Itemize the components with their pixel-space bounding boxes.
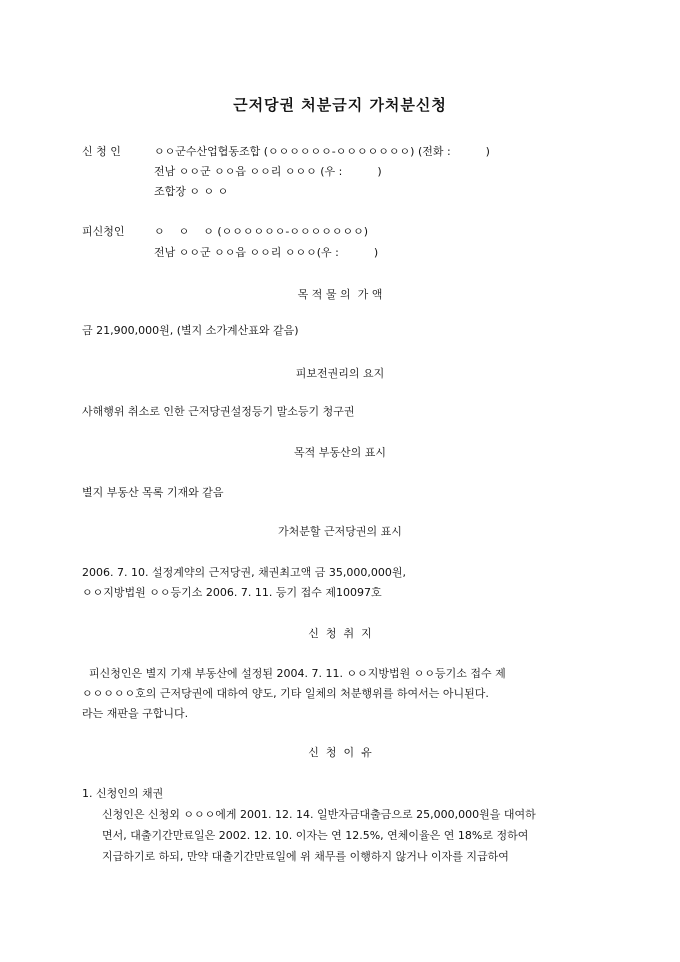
purpose-line-2: ㅇㅇㅇㅇㅇ호의 근저당권에 대하여 양도, 기타 일체의 처분행위를 하여서는 아니된다. bbox=[82, 687, 489, 700]
purpose-line-1: 피신청인은 별지 기재 부동산에 설정된 2004. 7. 11. ㅇㅇ지방법원 ㅇㅇ등기소 접수 제 bbox=[82, 667, 506, 680]
respondent-label: 피신청인 bbox=[82, 225, 125, 238]
respondent-line-1: ㅇ ㅇ ㅇ (ㅇㅇㅇㅇㅇㅇ-ㅇㅇㅇㅇㅇㅇㅇ) bbox=[154, 225, 369, 238]
applicant-label: 신 청 인 bbox=[82, 145, 121, 158]
mortgage-line-1: 2006. 7. 10. 설정계약의 근저당권, 채권최고액 금 35,000,000원, bbox=[82, 566, 406, 579]
right-text: 사해행위 취소로 인한 근저당권설정등기 말소등기 청구권 bbox=[82, 405, 355, 418]
reason-line-3: 지급하기로 하되, 만약 대출기간만료일에 위 채무를 이행하지 않거나 이자를 지급하여 bbox=[102, 850, 509, 863]
reason-subheading-1: 1. 신청인의 채권 bbox=[82, 787, 164, 800]
reason-line-1: 신청인은 신청외 ㅇㅇㅇ에게 2001. 12. 14. 일반자금대출금으로 25,000,000원을 대여하 bbox=[102, 808, 536, 821]
applicant-line-3: 조합장 ㅇ ㅇ ㅇ bbox=[154, 185, 229, 198]
purpose-line-3: 라는 재판을 구합니다. bbox=[82, 707, 189, 720]
reason-line-2: 면서, 대출기간만료일은 2002. 12. 10. 이자는 연 12.5%, 연체이율은 연 18%로 정하여 bbox=[102, 829, 529, 842]
reason-heading: 신 청 이 유 bbox=[308, 746, 372, 759]
property-heading: 목적 부동산의 표시 bbox=[293, 446, 386, 459]
right-heading: 피보전권리의 요지 bbox=[295, 367, 385, 380]
mortgage-line-2: ㅇㅇ지방법원 ㅇㅇ등기소 2006. 7. 11. 등기 접수 제10097호 bbox=[82, 586, 382, 599]
value-heading: 목 적 물 의 가 액 bbox=[297, 288, 383, 301]
value-text: 금 21,900,000원, (별지 소가계산표와 같음) bbox=[82, 324, 299, 337]
purpose-heading: 신 청 취 지 bbox=[308, 627, 372, 640]
property-text: 별지 부동산 목록 기재와 같음 bbox=[82, 486, 224, 499]
applicant-line-2: 전남 ㅇㅇ군 ㅇㅇ읍 ㅇㅇ리 ㅇㅇㅇ (우 : ) bbox=[154, 165, 382, 178]
applicant-line-1: ㅇㅇ군수산업협동조합 (ㅇㅇㅇㅇㅇㅇ-ㅇㅇㅇㅇㅇㅇㅇ) (전화 : ) bbox=[154, 145, 490, 158]
mortgage-heading: 가처분할 근저당권의 표시 bbox=[278, 525, 402, 538]
respondent-line-2: 전남 ㅇㅇ군 ㅇㅇ읍 ㅇㅇ리 ㅇㅇㅇ(우 : ) bbox=[154, 246, 379, 259]
document-title: 근저당권 처분금지 가처분신청 bbox=[233, 96, 447, 114]
